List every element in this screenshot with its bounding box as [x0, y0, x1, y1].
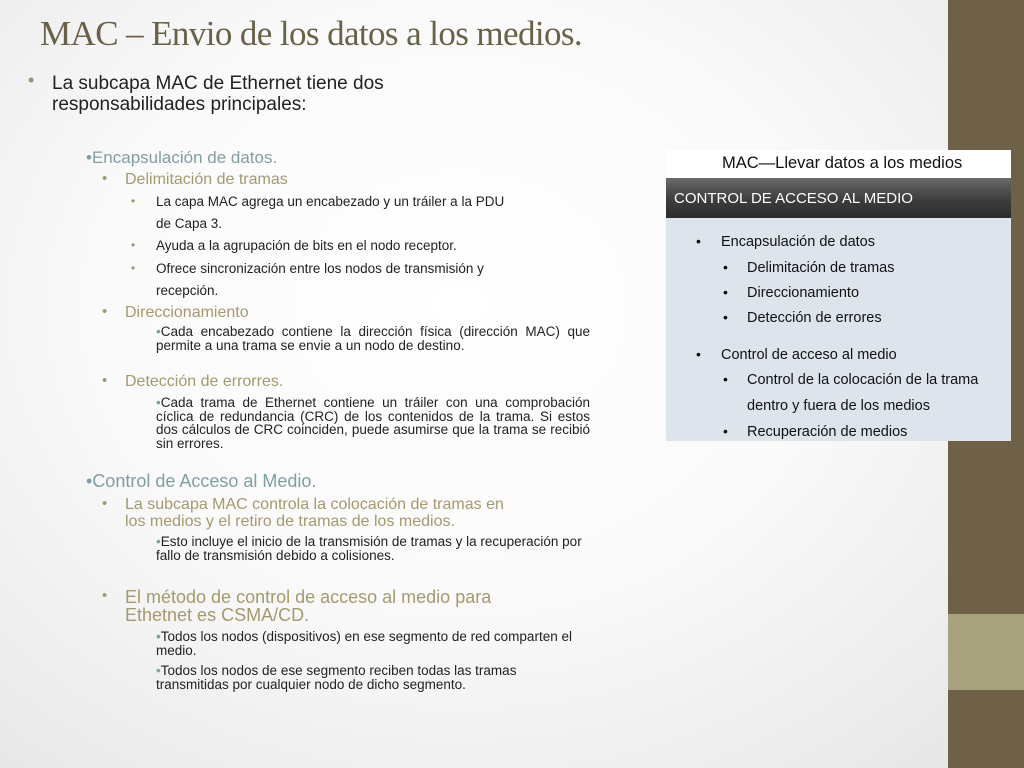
bullet-icon: • — [102, 587, 108, 604]
figure-group-2-label: Control de acceso al medio — [721, 347, 897, 363]
intro-line-1: La subcapa MAC de Ethernet tiene dos — [52, 73, 384, 94]
slide-title: MAC – Envio de los datos a los medios. — [40, 14, 583, 53]
heading-direccionamiento: Direccionamiento — [125, 304, 249, 321]
control-sub2-detail-2: •Todos los nodos de ese segmento reciben todas las tramas transmitidas por cualquier nodo de dicho segmento. — [156, 663, 517, 692]
direccionamiento-text: •Cada encabezado contiene la dirección física (dirección MAC) que permite a una trama se envie a un nodo de destino. — [156, 324, 590, 353]
heading-encapsulacion: •Encapsulación de datos. — [86, 148, 278, 167]
control-sub2-detail-2-body: Todos los nodos de ese segmento reciben todas las tramas transmitidas por cualquier nodo de dicho segmento. — [156, 663, 517, 692]
bullet-icon: • — [723, 309, 728, 325]
figure-group-2-item-3: Recuperación de medios — [747, 424, 908, 440]
deteccion-text: •Cada trama de Ethernet contiene un tráiler con una comprobación cíclica de redundancia (CRC) de los contenidos de la trama. Si estos dos cálculos de CRC coinciden, puede asumirse que la trama se recibió sin errores. — [156, 395, 590, 451]
figure-group-2-item-1: Control de la colocación de la trama — [747, 372, 979, 388]
bullet-icon: • — [102, 372, 108, 389]
sidebar-accent-block — [948, 614, 1024, 690]
bullet-icon: • — [696, 233, 701, 249]
figure-body — [666, 218, 1011, 441]
heading-control: •Control de Acceso al Medio. — [86, 471, 317, 491]
figure-group-1-item-2: Direccionamiento — [747, 285, 860, 301]
heading-control-label: Control de Acceso al Medio. — [92, 471, 317, 491]
list-item-delimitacion-3-b: recepción. — [156, 283, 219, 298]
control-sub1-detail-body: Esto incluye el inicio de la transmisión de tramas y la recuperación por fallo de transmisión debido a colisiones. — [156, 534, 582, 563]
bullet-icon: • — [131, 261, 136, 275]
bullet-icon: • — [131, 238, 136, 252]
deteccion-text-body: Cada trama de Ethernet contiene un tráiler con una comprobación cíclica de redundancia (CRC) de los contenidos de la trama. Si estos dos cálculos de CRC coinciden, puede asumirse que la trama se recibió sin errores. — [156, 395, 590, 451]
bullet-icon: • — [102, 303, 108, 320]
bullet-icon: • — [723, 259, 728, 275]
direccionamiento-text-body: Cada encabezado contiene la dirección física (dirección MAC) que permite a una trama se envie a un nodo de destino. — [156, 324, 590, 353]
figure-title-bar — [666, 150, 1011, 178]
heading-delimitacion: Delimitación de tramas — [125, 171, 288, 188]
figure-group-1-label: Encapsulación de datos — [721, 234, 875, 250]
control-sub1-line-1: La subcapa MAC controla la colocación de tramas en — [125, 496, 504, 513]
figure-title: MAC—Llevar datos a los medios — [722, 154, 963, 172]
heading-encapsulacion-label: Encapsulación de datos. — [91, 148, 278, 167]
heading-deteccion: Detección de errorres. — [125, 373, 284, 390]
figure-group-1-item-1: Delimitación de tramas — [747, 260, 895, 276]
bullet-icon: • — [696, 346, 701, 362]
figure-group-1-item-3: Detección de errores — [747, 310, 882, 326]
figure-group-2-item-2: dentro y fuera de los medios — [747, 398, 930, 414]
list-item-delimitacion-3-a: Ofrece sincronización entre los nodos de transmisión y — [156, 261, 484, 276]
list-item-delimitacion-1-b: de Capa 3. — [156, 216, 223, 231]
control-sub2-detail-1-body: Todos los nodos (dispositivos) en ese segmento de red comparten el medio. — [156, 629, 572, 658]
bullet-icon: • — [28, 70, 35, 90]
figure-header-bar — [666, 178, 1011, 218]
list-item-delimitacion-1-a: La capa MAC agrega un encabezado y un tráiler a la PDU — [156, 194, 505, 209]
intro-line-2: responsabilidades principales: — [52, 94, 307, 115]
bullet-icon: • — [723, 284, 728, 300]
mac-figure — [666, 150, 1011, 441]
bullet-icon: • — [102, 170, 108, 187]
bullet-icon: • — [723, 371, 728, 387]
control-sub2-detail-1: •Todos los nodos (dispositivos) en ese segmento de red comparten el medio. — [156, 629, 572, 658]
bullet-icon: • — [131, 194, 136, 208]
figure-header: CONTROL DE ACCESO AL MEDIO — [674, 190, 913, 207]
control-sub1-line-2: los medios y el retiro de tramas de los medios. — [125, 513, 455, 530]
bullet-icon: • — [723, 423, 728, 439]
control-sub2-line-1: El método de control de acceso al medio para — [125, 587, 492, 607]
control-sub2-line-2: Ethetnet es CSMA/CD. — [125, 605, 310, 625]
list-item-delimitacion-2: Ayuda a la agrupación de bits en el nodo receptor. — [156, 238, 457, 253]
bullet-icon: • — [102, 495, 108, 512]
control-sub1-detail: •Esto incluye el inicio de la transmisión de tramas y la recuperación por fallo de transmisión debido a colisiones. — [156, 534, 582, 563]
